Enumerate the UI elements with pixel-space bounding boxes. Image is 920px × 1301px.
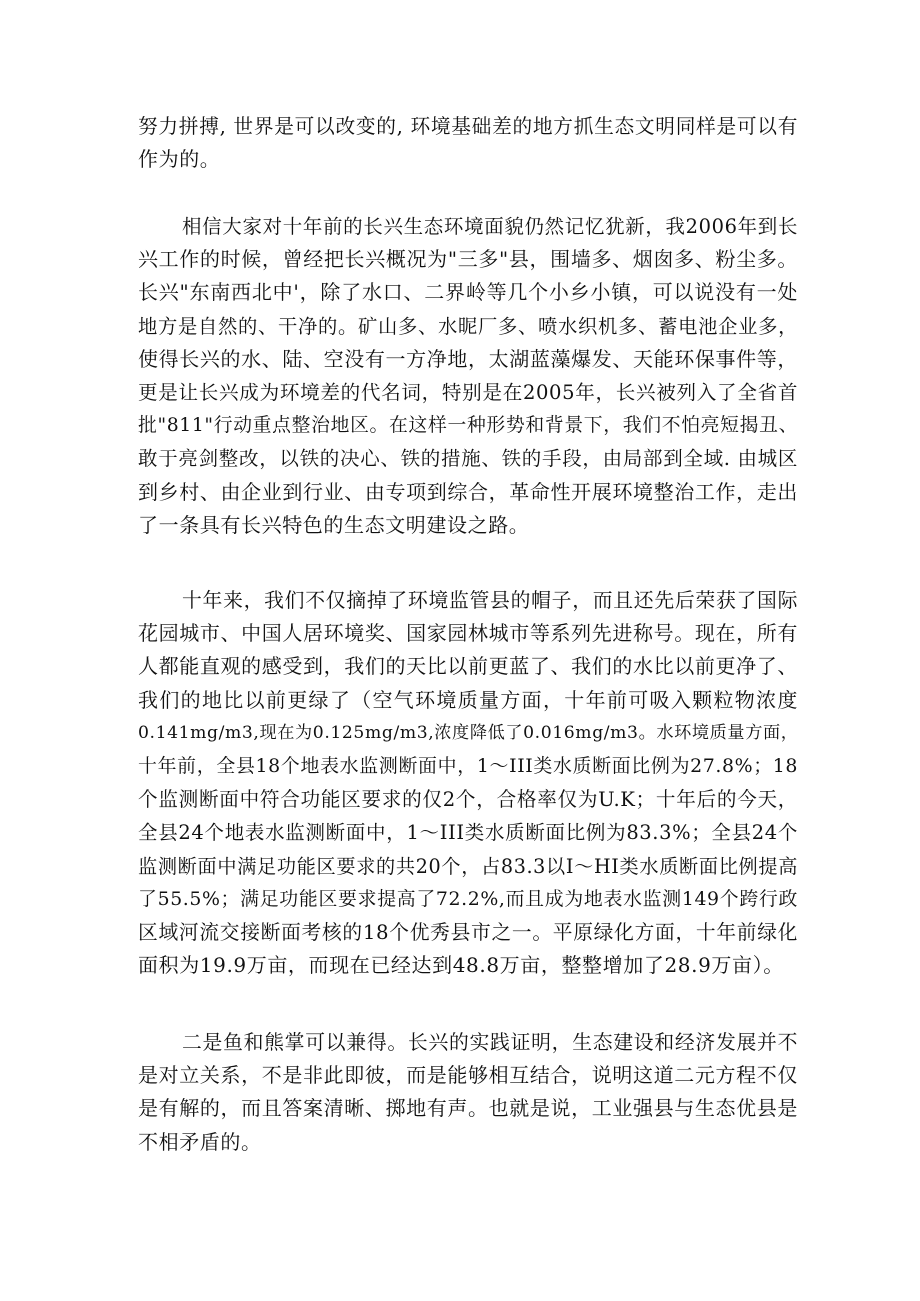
paragraph-4-line-2: 是对立关系，不是非此即彼，而是能够相互结合，说明这道二元方程不仅 (138, 1063, 798, 1088)
paragraph-1 (138, 110, 798, 176)
paragraph-3-line-3: 人都能直观的感受到，我们的天比以前更蓝了、我们的水比以前更净了、 (138, 654, 798, 679)
paragraph-3-line-12: 面积为19.9万亩，而现在已经达到48.8万亩，整整增加了28.9万亩）。 (138, 953, 784, 978)
paragraph-4-line-4: 不相矛盾的。 (138, 1129, 262, 1154)
paragraph-2-line-1: 相信大家对十年前的长兴生态环境面貌仍然记忆犹新，我2006年到长 (182, 215, 798, 238)
paragraph-4-line-1: 二是鱼和熊掌可以兼得。长兴的实践证明，生态建设和经济发展并不 (182, 1031, 798, 1054)
paragraph-1-line-1: 努力拼搏, 世界是可以改变的, 环境基础差的地方抓生态文明同样是可以有 (138, 115, 798, 138)
paragraph-3-line-7: 个监测断面中符合功能区要求的仅2个，合格率仅为U.K；十年后的今天， (138, 788, 798, 812)
paragraph-2-line-8: 敢于亮剑整改，以铁的决心、铁的措施、铁的手段，由局部到全域. 由城区 (138, 447, 798, 471)
paragraph-2-line-10: 了一条具有长兴特色的生态文明建设之路。 (138, 512, 530, 537)
paragraph-3-line-8: 全县24个地表水监测断面中，1〜III类水质断面比例为83.3%；全县24个 (138, 821, 798, 845)
paragraph-4-line-3: 是有解的，而且答案清晰、掷地有声。也就是说，工业强县与生态优县是 (138, 1096, 798, 1121)
paragraph-2 (138, 210, 798, 542)
paragraph-2-line-6: 更是让长兴成为环境差的代名词，特别是在2005年，长兴被列入了全省首 (138, 381, 798, 405)
paragraph-4 (138, 1026, 798, 1159)
paragraph-3-line-10: 了55.5%；满足功能区要求提高了72.2%,而且成为地表水监测149个跨行政 (138, 887, 798, 910)
paragraph-3-line-6: 十年前，全县18个地表水监测断面中，1〜III类水质断面比例为27.8%；18 (138, 755, 798, 778)
paragraph-2-line-2: 兴工作的时候，曾经把长兴概况为"三多"县，围墙多、烟囱多、粉尘多。 (138, 247, 798, 272)
paragraph-3-line-9: 监测断面中满足功能区要求的共20个，占83.3以I〜HI类水质断面比例提高 (138, 854, 798, 878)
paragraph-2-line-3: 长兴"东南西北中'，除了水口、二界岭等几个小乡小镇，可以说没有一处 (138, 280, 798, 305)
paragraph-2-line-4: 地方是自然的、干净的。矿山多、水昵厂多、喷水织机多、蓄电池企业多， (138, 314, 798, 338)
paragraph-3-line-5: 0.141mg∕m3,现在为0.125mg∕m3,浓度降低了0.016mg∕m3。水环境质量方面， (138, 722, 799, 743)
paragraph-2-line-5: 使得长兴的水、陆、空没有一方净地，太湖蓝藻爆发、天能环保事件等， (138, 346, 798, 371)
paragraph-2-line-9: 到乡村、由企业到行业、由专项到综合，革命性开展环境整治工作，走出 (138, 479, 798, 504)
paragraph-2-line-7: 批"811"行动重点整治地区。在这样一种形势和背景下，我们不怕亮短揭丑、 (138, 415, 798, 437)
paragraph-3 (138, 584, 798, 982)
paragraph-3-line-4: 我们的地比以前更绿了（空气环境质量方面，十年前可吸入颗粒物浓度 (138, 687, 798, 712)
paragraph-3-line-2: 花园城市、中国人居环境奖、国家园林城市等系列先进称号。现在，所有 (138, 621, 798, 646)
paragraph-1-line-2: 作为的。 (138, 147, 221, 172)
paragraph-3-line-11: 区域河流交接断面考核的18个优秀县市之一。平原绿化方面，十年前绿化 (138, 921, 798, 945)
paragraph-3-line-1: 十年来，我们不仅摘掉了环境监管县的帽子，而且还先后荣获了国际 (182, 589, 798, 612)
